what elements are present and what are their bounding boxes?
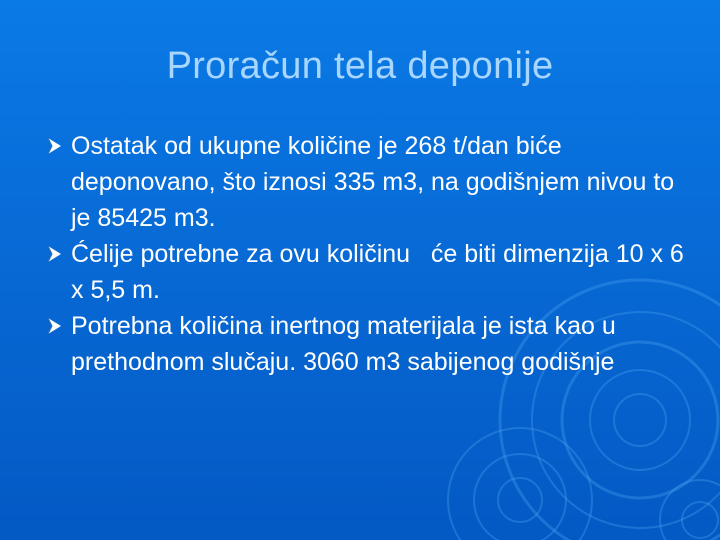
bullet-item (46, 236, 696, 308)
slide-title: Proračun tela deponije (166, 45, 554, 87)
bullet-item (46, 308, 696, 380)
bullet-text: Ćelije potrebne za ovu količinu će biti dimenzija 10 x 6 x 5,5 m. (71, 240, 691, 304)
arrow-checkmark-icon (46, 245, 63, 263)
bullet-text: Ostatak od ukupne količine je 268 t/dan biće deponovano, što iznosi 335 m3, na godišnjem nivou to je 85425 m3. (71, 132, 675, 232)
arrow-checkmark-icon (46, 137, 63, 155)
bullet-list (46, 128, 696, 380)
arrow-checkmark-icon (46, 317, 63, 335)
bullet-text: Potrebna količina inertnog materijala je ista kao u prethodnom slučaju. 3060 m3 sabijenog godišnje (71, 312, 616, 376)
bullet-item (46, 128, 696, 236)
